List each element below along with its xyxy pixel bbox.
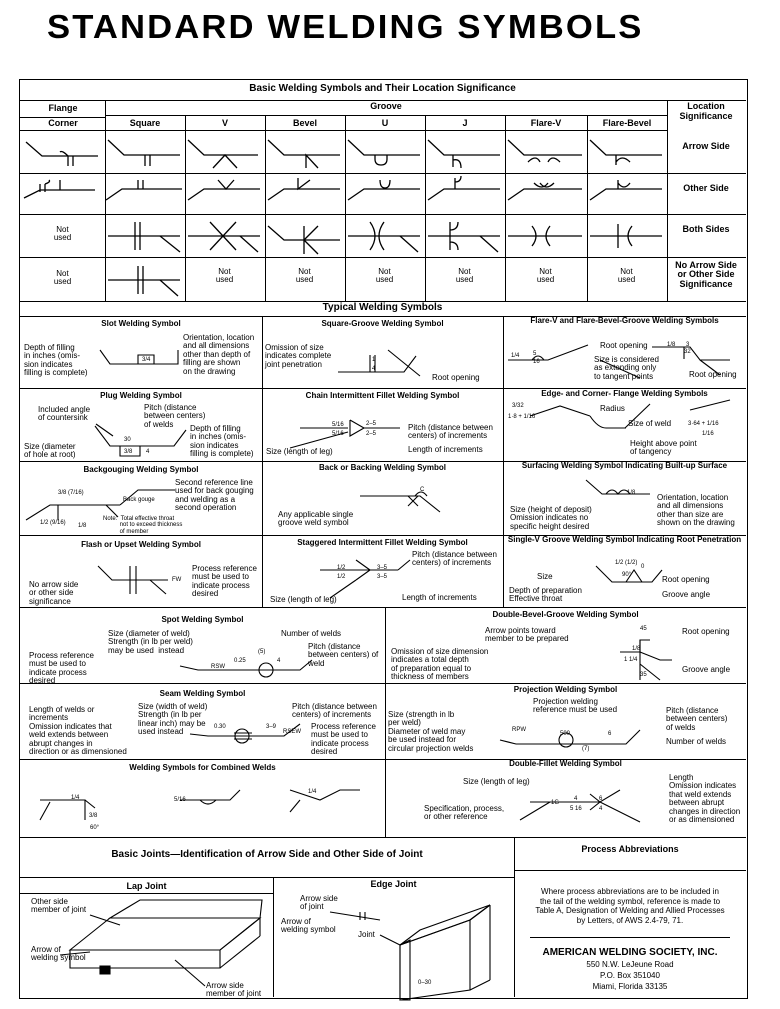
square-groove-root: Root opening [432,373,480,382]
spot-a: 0.25 [234,658,246,664]
double-fillet-c: 5 16 [570,806,582,812]
backing-title: Back or Backing Welding Symbol [319,463,446,472]
flare-size: Size is considered as extending only to tangent points [594,355,659,381]
staggered-b: 1/2 [337,574,346,580]
lap-other-side: Other side member of joint [31,897,87,915]
lap-arrow-of: Arrow of welding symbol [31,945,86,963]
staggered-length: Length of increments [402,593,477,602]
plug-4: 4 [146,449,150,455]
edge-joint-label: Joint [358,930,375,939]
dbg-a: 45 [640,626,647,632]
dbg-angle: Groove angle [682,665,731,674]
projection-a: 500 [560,731,571,737]
column-header-corner: Corner [48,118,78,128]
flange-header: Flange [48,103,78,113]
plug-size: Size (diameter of hole at root) [24,442,76,460]
single-v-b: 0 [641,564,645,570]
double-fillet-length: Length Omission indicates that weld extends between abrupt changes in direction or as dimensioned [669,773,741,824]
lap-arrow-side: Arrow side member of joint [206,981,262,999]
flash-fw: FW [172,577,182,583]
flare-root2: Root opening [689,370,737,379]
edge-arrow-of: Arrow of welding symbol [281,917,336,935]
edge-a: 3/32 [512,403,524,409]
flare-b: 5 [533,351,537,357]
staggered-size: Size (length of leg) [270,595,337,604]
flare-title: Flare-V and Flare-Bevel-Groove Welding Symbols [530,316,719,325]
single-v-root: Root opening [662,575,710,584]
edge-joint-dim: 0–30 [418,980,432,986]
flare-c: 16 [533,359,540,365]
edge-size: Size of weld [628,419,672,428]
single-v-c: 90° [622,572,632,578]
projection-c: (7) [582,746,590,752]
not-used-j-none: Not used [455,267,474,285]
double-fillet-a: 1G [551,800,560,806]
slot-title: Slot Welding Symbol [101,319,181,328]
slot-value: 3/4 [142,357,151,363]
double-fillet-d: 6 [599,796,603,802]
square-groove-title: Square-Groove Welding Symbol [321,319,444,328]
staggered-a: 1/2 [337,565,346,571]
edge-b: 1·8 + 1/16 [508,414,536,420]
surfacing-title: Surfacing Welding Symbol Indicating Built-up Surface [521,461,728,470]
surfacing-orientation: Orientation, location and all dimensions other than size are shown on the drawing [657,493,735,528]
plug-38: 3/8 [124,449,133,455]
not-used-corner-both: Not used [53,225,72,243]
typical-title: Typical Welding Symbols [322,302,443,313]
double-fillet-e: 4 [599,806,603,812]
backgouging-back-gouge: Back gouge [123,497,155,503]
aws-addr2: P.O. Box 351040 [600,971,660,980]
flare-e: 3 [686,342,690,348]
backgouging-title: Backgouging Welding Symbol [83,465,199,474]
row-no-arrow-side: No Arrow Side or Other Side Significance [675,260,737,289]
seam-title: Seam Welding Symbol [159,689,246,698]
aws-addr3: Miami, Florida 33135 [592,982,668,991]
groove-header: Groove [370,101,402,111]
staggered-d: 3–5 [377,574,388,580]
combined-title: Welding Symbols for Combined Welds [129,763,276,772]
projection-title: Projection Welding Symbol [513,685,618,694]
backgouging-b: 1/2 (9/16) [40,520,66,526]
not-used-v-none: Not used [215,267,234,285]
edge-title: Edge- and Corner- Flange Welding Symbols [541,389,708,398]
column-header-flare-bevel: Flare-Bevel [602,118,652,128]
flash-title: Flash or Upset Welding Symbol [81,540,201,549]
seam-a: 0.30 [214,724,226,730]
staggered-pitch: Pitch (distance between centers) of increments [412,550,497,568]
row-arrow-side: Arrow Side [682,141,730,151]
backgouging-a: 3/8 (7/16) [58,490,84,496]
flare-f: 32 [684,349,691,355]
column-header-flare-v: Flare-V [530,118,562,128]
combined-e: 1/4 [308,789,317,795]
dbg-title: Double-Bevel-Groove Welding Symbol [492,610,639,619]
plug-30: 30 [124,437,131,443]
spot-rsw: RSW [211,664,225,670]
plug-angle: Included angle of countersink [38,405,91,423]
flare-d: 1/8 [667,342,676,348]
spot-process: Process reference must be used to indicate process desired [29,651,94,686]
projection-number: Number of welds [666,737,727,746]
seam-length: Length of welds or increments Omission indicates that weld extends between abrupt changes in direction or as dimensioned [29,705,127,756]
double-fillet-b: 4 [574,796,578,802]
backing-c: C [420,487,425,493]
slot-orientation-text: Orientation, location and all dimensions other than depth of filling are shown on the drawing [183,333,255,376]
dbg-b: 1/8 [632,646,641,652]
row-other-side: Other Side [683,183,729,193]
process-text: Where process abbreviations are to be included in the tail of the welding symbol, reference is made to Table A, Designation of Welding and Allied Processes by Letters, of AWS 2.4-79, 71. [535,887,725,925]
process-title: Process Abbreviations [581,844,679,854]
dbg-d: 35 [640,672,647,678]
flash-process: Process reference must be used to indicate process desired [192,564,257,599]
row-both-sides: Both Sides [682,224,730,234]
dbg-c: 1 1/4 [624,657,638,663]
plug-title: Plug Welding Symbol [100,391,182,400]
staggered-title: Staggered Intermittent Fillet Welding Symbol [297,538,468,547]
double-fillet-size: Size (length of leg) [463,777,530,786]
combined-d: 5/16 [174,797,186,803]
plug-pitch: Pitch (distance between centers) of welds [144,403,206,429]
backgouging-second: Second reference line used for back gouging and welding as a second operation [175,478,254,513]
not-used-bevel-none: Not used [295,267,314,285]
flare-root: Root opening [600,341,648,350]
column-header-bevel: Bevel [292,118,318,128]
square-groove-omission: Omission of size indicates complete joint penetration [265,343,332,369]
projection-ref: Projection welding reference must be used [533,697,618,715]
dbg-root: Root opening [682,627,730,636]
not-used-corner-none: Not used [53,269,72,287]
chain-d: 2–5 [366,431,377,437]
spot-c: 4 [277,658,281,664]
edge-d: 1/16 [702,431,714,437]
location-header: Location [687,101,725,111]
projection-pitch: Pitch (distance between centers) of welds [666,706,728,732]
combined-b: 3/8 [89,813,98,819]
single-v-depth: Depth of preparation Effective throat [509,586,582,604]
single-v-title: Single-V Groove Welding Symbol Indicating Root Penetration [507,535,742,544]
projection-b: 6 [608,731,612,737]
seam-process: Process reference must be used to indicate process desired [311,722,376,757]
joints-title: Basic Joints—Identification of Arrow Side and Other Side of Joint [111,849,423,860]
combined-c: 60° [90,825,100,831]
dbg-arrow: Arrow points toward member to be prepared [485,626,569,644]
square-groove-v2: 4 [372,366,376,372]
slot-depth-text: Depth of filling in inches (omis- sion indicates filling is complete) [24,343,88,378]
single-v-size: Size [537,572,553,581]
chain-pitch: Pitch (distance between centers) of increments [408,423,493,441]
seam-size: Size (width of weld) Strength (in lb per linear inch) may be used instead [138,702,208,737]
double-fillet-spec: Specification, process, or other reference [424,804,505,822]
spot-b: (5) [258,649,266,655]
edge-joint-title: Edge Joint [370,879,417,889]
projection-size: Size (strength in lb per weld) Diameter of weld may be used instead for circular projection welds [388,710,474,753]
projection-rpw: RPW [512,727,526,733]
column-header-j: J [462,118,468,128]
chain-a: 5/16 [332,422,344,428]
column-header-square: Square [129,118,161,128]
chain-length: Length of increments [408,445,483,454]
edge-height: Height above point of tangency [630,439,697,457]
edge-radius: Radius [600,404,625,413]
spot-number: Number of welds [281,629,342,638]
column-header-u: U [381,118,389,128]
not-used-flarev-none: Not used [536,267,555,285]
single-v-a: 1/2 (1/2) [615,560,638,566]
dbg-omission: Omission of size dimension indicates a total depth of preparation equal to thickness of members [391,647,489,682]
seam-rsew: RSEW [283,729,301,735]
backgouging-c: 1/8 [78,523,87,529]
flash-no-arrow: No arrow side or other side significance [29,580,79,606]
surfacing-v: 1/8 [627,490,636,496]
not-used-flarebevel-none: Not used [617,267,636,285]
spot-title: Spot Welding Symbol [161,615,244,624]
lap-joint-title: Lap Joint [126,881,167,891]
combined-a: 1/4 [71,795,80,801]
chain-c: 2–5 [366,421,377,427]
backing-any: Any applicable single groove weld symbol [278,510,354,528]
seam-pitch: Pitch (distance between centers) of increments [292,702,377,720]
flare-a: 1/4 [511,353,520,359]
plug-depth: Depth of filling in inches (omis- sion indicates filling is complete) [190,424,254,459]
square-groove-v1: 1 [372,357,376,363]
chain-b: 5/16 [332,431,344,437]
backgouging-note: Note: Total effective throat not to exceed thickness of member [103,516,183,535]
edge-arrow-side: Arrow side of joint [300,894,338,912]
seam-b: 3–9 [266,724,277,730]
not-used-u-none: Not used [375,267,394,285]
chain-size: Size (length of leg) [266,447,333,456]
aws-addr1: 550 N.W. LeJeune Road [586,960,674,969]
spot-size: Size (diameter of weld) Strength (in lb per weld) may be used instead [108,629,193,655]
staggered-c: 3–5 [377,565,388,571]
aws-name: AMERICAN WELDING SOCIETY, INC. [542,947,718,958]
page-title: STANDARD WELDING SYMBOLS [47,8,644,45]
double-fillet-title: Double-Fillet Welding Symbol [509,759,622,768]
single-v-angle: Groove angle [662,590,711,599]
surfacing-size: Size (height of deposit) Omission indicates no specific height desired [510,505,592,531]
basic-section-title: Basic Welding Symbols and Their Location Significance [249,83,516,94]
edge-c: 3·64 + 1/16 [688,421,719,427]
spot-pitch: Pitch (distance between centers) of weld [308,642,379,668]
chain-title: Chain Intermittent Fillet Welding Symbol [305,391,460,400]
significance-header: Significance [679,111,733,121]
column-header-v: V [221,118,228,128]
